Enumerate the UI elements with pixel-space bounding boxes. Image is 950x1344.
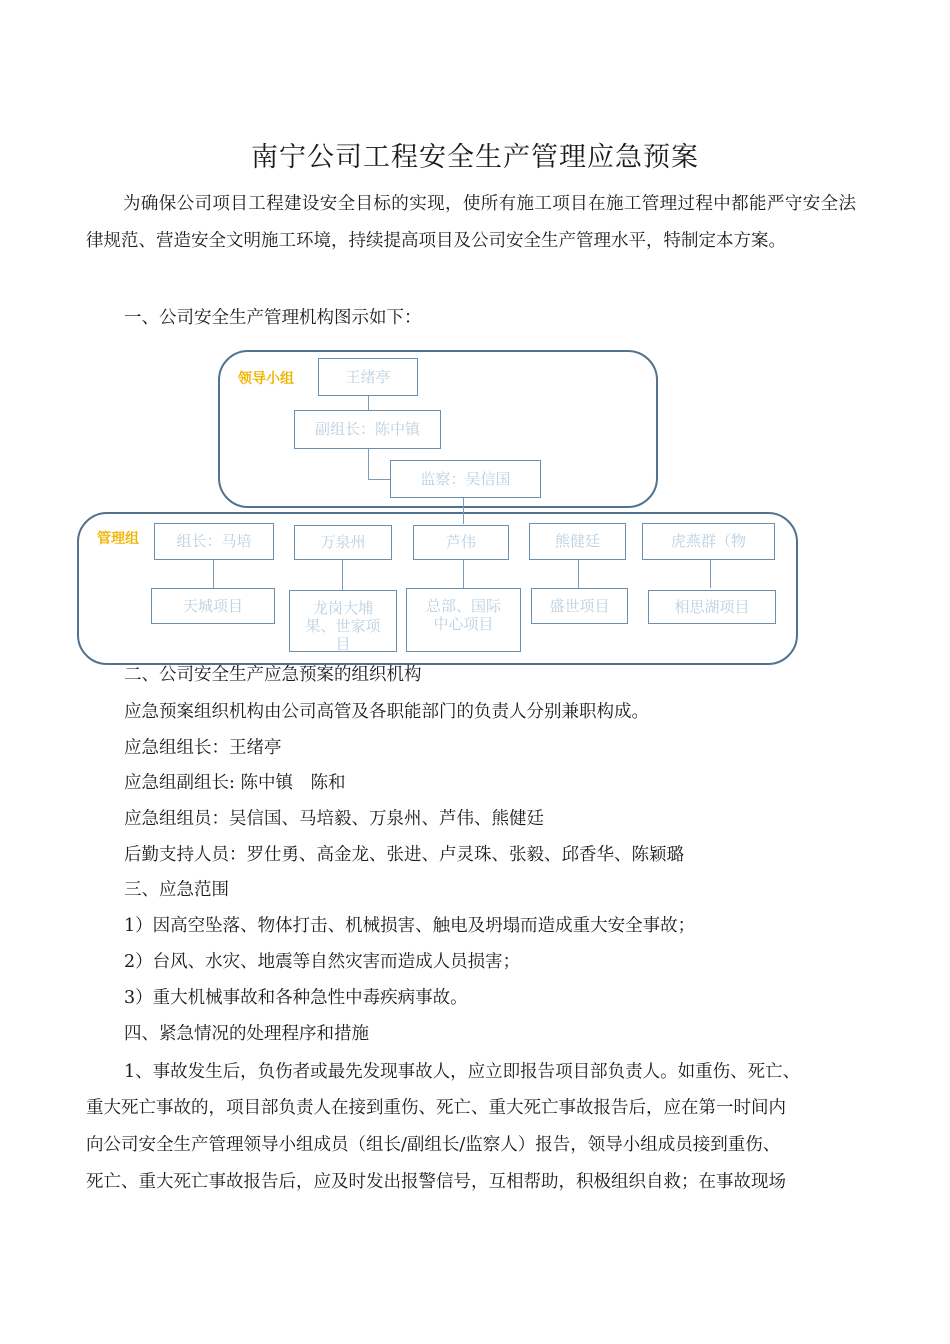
project-name-2: 龙岗大埔果、世家项目 [305, 599, 381, 652]
project-box-1 [151, 588, 275, 624]
mgmt-name-4: 熊健廷 [554, 532, 600, 550]
mgmt-name-3: 芦伟 [445, 533, 476, 551]
mgmt-name-5: 虎燕群（物 [670, 532, 746, 550]
project-name-3: 总部、国际中心项目 [425, 597, 501, 633]
para4-line-4: 死亡、重大死亡事故报告后，应及时发出报警信号，互相帮助，积极组织自救；在事故现场 [86, 1172, 786, 1192]
management-group-label: 管理组 [97, 531, 139, 547]
intro-paragraph: 为确保公司项目工程建设安全目标的实现，使所有施工项目在施工管理过程中都能严守安全法律规范、营造安全文明施工环境，持续提高项目及公司安全生产管理水平，特制定本方案。 [86, 194, 856, 251]
project-name-4: 盛世项目 [549, 597, 610, 615]
project-box-2 [289, 590, 397, 652]
leader-name: 王绪亭 [345, 368, 391, 386]
section-2-heading: 二、公司安全生产应急预案的组织机构 [124, 665, 422, 685]
deputy-box [294, 410, 441, 449]
supervisor-name: 监察：吴信国 [420, 470, 511, 488]
mgmt-box-2 [294, 525, 392, 560]
mgmt-box-5 [642, 523, 775, 560]
scope-item-1: 1）因高空坠落、物体打击、机械损害、触电及坍塌而造成重大安全事故； [124, 916, 696, 936]
supervisor-box [390, 460, 541, 498]
emergency-leader: 应急组组长：王绪亭 [124, 738, 282, 758]
mgmt-box-4 [529, 523, 626, 560]
section-3-heading: 三、应急范围 [124, 880, 229, 900]
mgmt-name-2: 万泉州 [320, 533, 366, 551]
org-description: 应急预案组织机构由公司高管及各职能部门的负责人分别兼职构成。 [124, 702, 649, 722]
scope-item-3: 3）重大机械事故和各种急性中毒疾病事故。 [124, 988, 468, 1008]
section-1-heading: 一、公司安全生产管理机构图示如下： [124, 308, 422, 328]
mgmt-box-3 [413, 525, 509, 560]
para4-line-1: 1、事故发生后，负伤者或最先发现事故人，应立即报告项目部负责人。如重伤、死亡、 [124, 1062, 801, 1082]
project-box-3 [406, 588, 521, 652]
project-name-5: 相思湖项目 [674, 598, 750, 616]
project-box-4 [531, 588, 628, 624]
mgmt-name-1: 组长：马培 [176, 532, 252, 550]
project-box-5 [648, 590, 776, 624]
project-name-1: 天城项目 [182, 597, 243, 615]
leadership-group-label: 领导小组 [238, 371, 294, 387]
emergency-members: 应急组组员：吴信国、马培毅、万泉州、芦伟、熊健廷 [124, 809, 544, 829]
deputy-name: 副组长：陈中镇 [314, 420, 420, 438]
support-staff: 后勤支持人员：罗仕勇、高金龙、张进、卢灵珠、张毅、邱香华、陈颖璐 [124, 845, 684, 865]
section-4-heading: 四、紧急情况的处理程序和措施 [124, 1024, 369, 1044]
document-title: 南宁公司工程安全生产管理应急预案 [251, 142, 699, 173]
para4-line-3: 向公司安全生产管理领导小组成员（组长/副组长/监察人）报告，领导小组成员接到重伤、 [86, 1135, 781, 1155]
para4-line-2: 重大死亡事故的，项目部负责人在接到重伤、死亡、重大死亡事故报告后，应在第一时间内 [86, 1098, 786, 1118]
emergency-deputy: 应急组副组长: 陈中镇 陈和 [124, 773, 346, 793]
mgmt-box-1 [154, 523, 274, 560]
scope-item-2: 2）台风、水灾、地震等自然灾害而造成人员损害； [124, 952, 521, 972]
leader-box [318, 358, 418, 396]
